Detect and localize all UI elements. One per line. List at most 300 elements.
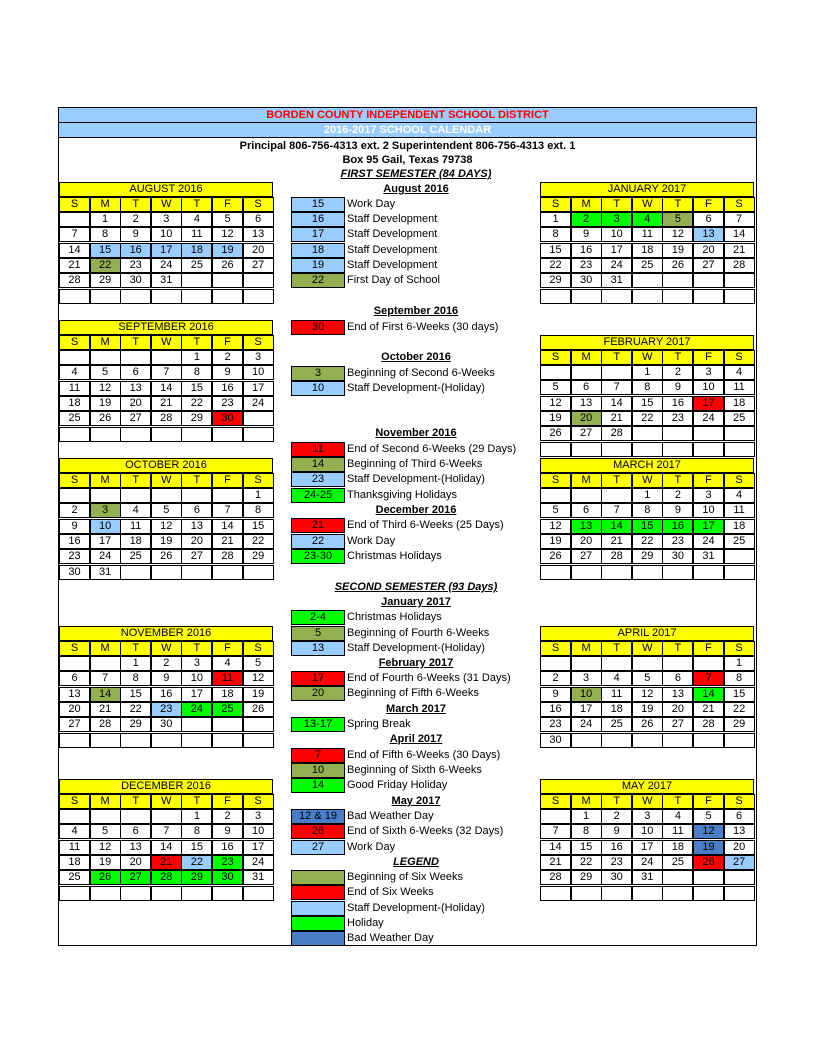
weekday-header: F	[693, 794, 724, 809]
weekday-header: T	[601, 197, 632, 212]
day-cell: 19	[693, 840, 724, 855]
day-cell: 17	[151, 243, 182, 258]
day-cell: 29	[632, 549, 663, 564]
day-cell: 14	[151, 840, 182, 855]
day-cell: 6	[181, 503, 212, 518]
event-row	[291, 534, 581, 549]
day-cell	[120, 488, 151, 503]
month-event-heading: December 2016	[375, 504, 457, 516]
day-cell	[212, 289, 243, 304]
day-cell: 29	[181, 411, 212, 426]
day-cell: 14	[601, 519, 632, 534]
weekday-header: M	[571, 641, 602, 656]
day-cell	[601, 656, 632, 671]
event-date-box: 26	[291, 824, 345, 839]
event-description: First Day of School	[347, 274, 440, 286]
event-date-box: 23	[291, 472, 345, 487]
day-cell: 11	[120, 519, 151, 534]
day-cell	[90, 656, 121, 671]
day-cell	[120, 733, 151, 748]
day-cell: 19	[90, 855, 121, 870]
weekday-header: T	[120, 473, 151, 488]
day-cell: 7	[151, 824, 182, 839]
day-cell: 23	[540, 717, 571, 732]
day-cell: 4	[662, 809, 693, 824]
first-semester-heading: FIRST SEMESTER (84 DAYS)	[340, 168, 492, 180]
day-cell	[181, 733, 212, 748]
event-description: End of Second 6-Weeks (29 Days)	[347, 443, 517, 455]
day-cell: 28	[59, 273, 90, 288]
day-cell: 29	[243, 549, 274, 564]
day-cell: 16	[120, 243, 151, 258]
event-row	[291, 641, 581, 656]
day-cell	[181, 886, 212, 901]
day-cell: 6	[571, 380, 602, 395]
event-date-box: 15	[291, 197, 345, 212]
day-cell	[632, 442, 663, 457]
day-cell: 13	[59, 687, 90, 702]
day-cell	[151, 565, 182, 580]
day-cell: 27	[243, 258, 274, 273]
day-cell: 18	[662, 840, 693, 855]
event-row	[291, 227, 581, 242]
day-cell: 22	[632, 534, 663, 549]
day-cell	[120, 350, 151, 365]
day-cell: 14	[601, 396, 632, 411]
weekday-header: W	[151, 197, 182, 212]
day-cell: 4	[59, 365, 90, 380]
day-cell: 13	[693, 227, 724, 242]
day-cell: 25	[181, 258, 212, 273]
day-cell	[181, 565, 212, 580]
day-cell: 3	[243, 350, 274, 365]
weekday-header: M	[90, 197, 121, 212]
event-description: Beginning of Fourth 6-Weeks	[347, 627, 490, 639]
weekday-header: M	[571, 473, 602, 488]
day-cell: 4	[632, 212, 663, 227]
day-cell: 1	[90, 212, 121, 227]
day-cell: 8	[540, 227, 571, 242]
event-description: End of Third 6-Weeks (25 Days)	[347, 519, 504, 531]
event-row	[291, 626, 581, 641]
day-cell: 26	[243, 702, 274, 717]
day-cell: 5	[243, 656, 274, 671]
weekday-header: T	[181, 335, 212, 350]
event-date-box: 17	[291, 227, 345, 242]
calendar-frame	[58, 107, 757, 946]
day-cell: 26	[212, 258, 243, 273]
event-row	[291, 273, 581, 288]
day-cell: 27	[120, 870, 151, 885]
day-cell	[724, 886, 755, 901]
day-cell	[151, 809, 182, 824]
day-cell	[693, 656, 724, 671]
day-cell	[601, 488, 632, 503]
event-description: Staff Development-(Holiday)	[347, 473, 485, 485]
weekday-header: W	[151, 641, 182, 656]
day-cell: 23	[120, 258, 151, 273]
day-cell: 5	[212, 212, 243, 227]
event-description: Work Day	[347, 535, 396, 547]
day-cell: 13	[181, 519, 212, 534]
day-cell: 9	[662, 380, 693, 395]
day-cell	[724, 289, 755, 304]
weekday-header: T	[120, 197, 151, 212]
day-cell: 13	[243, 227, 274, 242]
event-date-box: 13-17	[291, 717, 345, 732]
district-header: BORDEN COUNTY INDEPENDENT SCHOOL DISTRICT	[59, 108, 756, 123]
day-cell: 9	[571, 227, 602, 242]
day-cell: 13	[724, 824, 755, 839]
day-cell	[243, 733, 274, 748]
day-cell	[90, 886, 121, 901]
day-cell: 16	[662, 396, 693, 411]
day-cell: 16	[662, 519, 693, 534]
day-cell: 19	[540, 534, 571, 549]
month-title: JANUARY 2017	[540, 182, 754, 197]
weekday-header: T	[662, 641, 693, 656]
month-title: OCTOBER 2016	[59, 458, 273, 473]
day-cell: 21	[693, 702, 724, 717]
day-cell	[243, 411, 274, 426]
day-cell: 5	[693, 809, 724, 824]
weekday-header: S	[724, 350, 755, 365]
day-cell: 24	[571, 717, 602, 732]
weekday-header: S	[540, 350, 571, 365]
event-date-box: 27	[291, 840, 345, 855]
day-cell: 19	[151, 534, 182, 549]
day-cell	[120, 427, 151, 442]
day-cell: 19	[212, 243, 243, 258]
day-cell: 8	[90, 227, 121, 242]
event-description: Staff Development	[347, 228, 438, 240]
day-cell: 1	[243, 488, 274, 503]
event-date-box: 14	[291, 457, 345, 472]
day-cell	[243, 717, 274, 732]
day-cell: 24	[151, 258, 182, 273]
day-cell: 22	[181, 855, 212, 870]
weekday-header: M	[90, 335, 121, 350]
event-date-box	[291, 870, 345, 885]
day-cell: 21	[601, 411, 632, 426]
event-description: End of Fourth 6-Weeks (31 Days)	[347, 672, 511, 684]
day-cell: 9	[212, 365, 243, 380]
day-cell: 21	[540, 855, 571, 870]
weekday-header: M	[90, 794, 121, 809]
month-title: DECEMBER 2016	[59, 779, 273, 794]
day-cell: 28	[90, 717, 121, 732]
second-semester-heading: SECOND SEMESTER (93 Days)	[334, 581, 498, 593]
weekday-header: M	[571, 197, 602, 212]
event-date-box: 23-30	[291, 549, 345, 564]
event-row	[291, 763, 581, 778]
event-description: Staff Development	[347, 213, 438, 225]
day-cell	[59, 809, 90, 824]
day-cell: 2	[540, 671, 571, 686]
day-cell: 1	[632, 365, 663, 380]
day-cell: 14	[212, 519, 243, 534]
day-cell: 2	[212, 350, 243, 365]
day-cell	[59, 289, 90, 304]
day-cell: 29	[540, 273, 571, 288]
day-cell: 28	[601, 549, 632, 564]
day-cell: 4	[59, 824, 90, 839]
day-cell: 10	[90, 519, 121, 534]
event-row	[291, 197, 581, 212]
day-cell: 3	[693, 488, 724, 503]
day-cell: 5	[662, 212, 693, 227]
day-cell: 29	[181, 870, 212, 885]
day-cell: 20	[662, 702, 693, 717]
event-row	[291, 258, 581, 273]
day-cell	[243, 289, 274, 304]
month-event-heading: March 2017	[386, 703, 446, 715]
day-cell: 30	[601, 870, 632, 885]
day-cell: 25	[212, 702, 243, 717]
day-cell: 9	[601, 824, 632, 839]
event-description: Bad Weather Day	[347, 932, 434, 945]
event-date-box: 13	[291, 641, 345, 656]
day-cell: 6	[662, 671, 693, 686]
event-date-box: 20	[291, 686, 345, 701]
day-cell: 26	[540, 549, 571, 564]
day-cell: 26	[662, 258, 693, 273]
day-cell: 7	[724, 212, 755, 227]
day-cell: 17	[90, 534, 121, 549]
month-event-heading: April 2017	[389, 733, 443, 745]
weekday-header: F	[212, 473, 243, 488]
day-cell: 2	[662, 365, 693, 380]
event-date-box	[291, 885, 345, 900]
weekday-header: T	[601, 794, 632, 809]
event-row	[291, 381, 581, 396]
day-cell: 2	[120, 212, 151, 227]
event-description: Staff Development	[347, 244, 438, 256]
day-cell: 16	[571, 243, 602, 258]
day-cell: 4	[601, 671, 632, 686]
day-cell	[212, 273, 243, 288]
day-cell: 11	[724, 380, 755, 395]
day-cell	[693, 870, 724, 885]
event-date-box	[291, 931, 345, 946]
month-title: NOVEMBER 2016	[59, 626, 273, 641]
event-row	[291, 809, 581, 824]
day-cell	[59, 886, 90, 901]
day-cell	[662, 870, 693, 885]
day-cell: 28	[601, 426, 632, 441]
day-cell	[181, 717, 212, 732]
day-cell: 20	[571, 534, 602, 549]
day-cell: 5	[151, 503, 182, 518]
event-date-box: 16	[291, 212, 345, 227]
day-cell	[724, 273, 755, 288]
event-row	[291, 472, 581, 487]
day-cell: 21	[601, 534, 632, 549]
day-cell: 20	[571, 411, 602, 426]
day-cell: 1	[181, 350, 212, 365]
day-cell: 11	[724, 503, 755, 518]
day-cell: 13	[662, 687, 693, 702]
weekday-header: F	[212, 794, 243, 809]
day-cell: 1	[571, 809, 602, 824]
day-cell: 4	[120, 503, 151, 518]
day-cell: 27	[724, 855, 755, 870]
day-cell	[90, 488, 121, 503]
day-cell	[212, 427, 243, 442]
day-cell: 19	[90, 396, 121, 411]
day-cell: 10	[151, 227, 182, 242]
day-cell: 9	[59, 519, 90, 534]
day-cell: 15	[632, 519, 663, 534]
day-cell: 3	[693, 365, 724, 380]
weekday-header: T	[662, 473, 693, 488]
day-cell: 1	[120, 656, 151, 671]
weekday-header: S	[540, 641, 571, 656]
day-cell: 23	[662, 411, 693, 426]
day-cell: 23	[212, 855, 243, 870]
weekday-header: S	[540, 473, 571, 488]
day-cell: 17	[243, 840, 274, 855]
weekday-header: S	[243, 641, 274, 656]
event-date-box: 3	[291, 366, 345, 381]
day-cell: 3	[181, 656, 212, 671]
day-cell	[724, 565, 755, 580]
event-row	[291, 778, 581, 793]
day-cell: 21	[212, 534, 243, 549]
day-cell: 15	[632, 396, 663, 411]
day-cell: 22	[243, 534, 274, 549]
event-description: Beginning of Sixth 6-Weeks	[347, 764, 482, 776]
day-cell: 2	[571, 212, 602, 227]
day-cell	[59, 350, 90, 365]
day-cell: 20	[243, 243, 274, 258]
day-cell	[724, 442, 755, 457]
day-cell: 9	[662, 503, 693, 518]
day-cell: 5	[632, 671, 663, 686]
day-cell	[571, 733, 602, 748]
day-cell	[571, 656, 602, 671]
day-cell: 1	[632, 488, 663, 503]
event-row	[291, 212, 581, 227]
day-cell	[693, 426, 724, 441]
day-cell: 29	[571, 870, 602, 885]
day-cell	[90, 733, 121, 748]
day-cell: 24	[693, 534, 724, 549]
day-cell: 12	[662, 227, 693, 242]
month-event-heading: January 2017	[381, 596, 451, 608]
event-row	[291, 931, 581, 946]
day-cell: 28	[151, 870, 182, 885]
event-row	[291, 840, 581, 855]
day-cell	[90, 427, 121, 442]
day-cell: 19	[662, 243, 693, 258]
day-cell: 2	[59, 503, 90, 518]
weekday-header: S	[59, 197, 90, 212]
address-line: Box 95 Gail, Texas 79738	[342, 154, 473, 166]
event-row	[291, 671, 581, 686]
weekday-header: S	[724, 473, 755, 488]
weekday-header: F	[693, 641, 724, 656]
event-date-box: 11	[291, 442, 345, 457]
day-cell: 14	[724, 227, 755, 242]
day-cell	[181, 273, 212, 288]
day-cell: 5	[90, 365, 121, 380]
day-cell: 8	[181, 824, 212, 839]
weekday-header: S	[724, 641, 755, 656]
day-cell: 26	[693, 855, 724, 870]
day-cell: 30	[151, 717, 182, 732]
day-cell: 15	[181, 381, 212, 396]
day-cell	[59, 212, 90, 227]
day-cell	[693, 565, 724, 580]
day-cell: 8	[181, 365, 212, 380]
day-cell	[662, 442, 693, 457]
day-cell: 7	[90, 671, 121, 686]
day-cell	[151, 427, 182, 442]
weekday-header: W	[151, 794, 182, 809]
event-row	[291, 488, 581, 503]
event-date-box: 17	[291, 671, 345, 686]
day-cell	[662, 656, 693, 671]
day-cell: 21	[90, 702, 121, 717]
event-row	[291, 748, 581, 763]
day-cell: 17	[632, 840, 663, 855]
weekday-header: M	[571, 350, 602, 365]
day-cell: 20	[120, 855, 151, 870]
day-cell: 16	[601, 840, 632, 855]
month-event-heading: May 2017	[391, 795, 441, 807]
day-cell: 28	[693, 717, 724, 732]
day-cell: 8	[632, 380, 663, 395]
weekday-header: S	[59, 641, 90, 656]
day-cell: 3	[243, 809, 274, 824]
event-description: Beginning of Third 6-Weeks	[347, 458, 483, 470]
day-cell: 24	[243, 396, 274, 411]
day-cell: 24	[90, 549, 121, 564]
event-row	[291, 457, 581, 472]
day-cell	[243, 565, 274, 580]
day-cell: 18	[724, 396, 755, 411]
day-cell	[90, 289, 121, 304]
day-cell: 10	[693, 380, 724, 395]
day-cell: 27	[662, 717, 693, 732]
day-cell	[90, 350, 121, 365]
day-cell: 18	[212, 687, 243, 702]
day-cell	[662, 886, 693, 901]
weekday-header: T	[181, 794, 212, 809]
weekday-header: W	[151, 335, 182, 350]
day-cell: 12	[632, 687, 663, 702]
day-cell: 15	[540, 243, 571, 258]
day-cell	[120, 809, 151, 824]
day-cell	[181, 488, 212, 503]
event-date-box: 24-25	[291, 488, 345, 503]
weekday-header: M	[90, 473, 121, 488]
day-cell: 21	[151, 855, 182, 870]
month-title: MAY 2017	[540, 779, 754, 794]
event-description: Beginning of Six Weeks	[347, 871, 463, 883]
day-cell: 4	[181, 212, 212, 227]
day-cell: 1	[181, 809, 212, 824]
day-cell: 26	[90, 870, 121, 885]
event-date-box: 10	[291, 381, 345, 396]
day-cell: 20	[181, 534, 212, 549]
day-cell	[632, 289, 663, 304]
day-cell	[59, 488, 90, 503]
day-cell: 29	[90, 273, 121, 288]
weekday-header: T	[662, 794, 693, 809]
weekday-header: T	[120, 335, 151, 350]
